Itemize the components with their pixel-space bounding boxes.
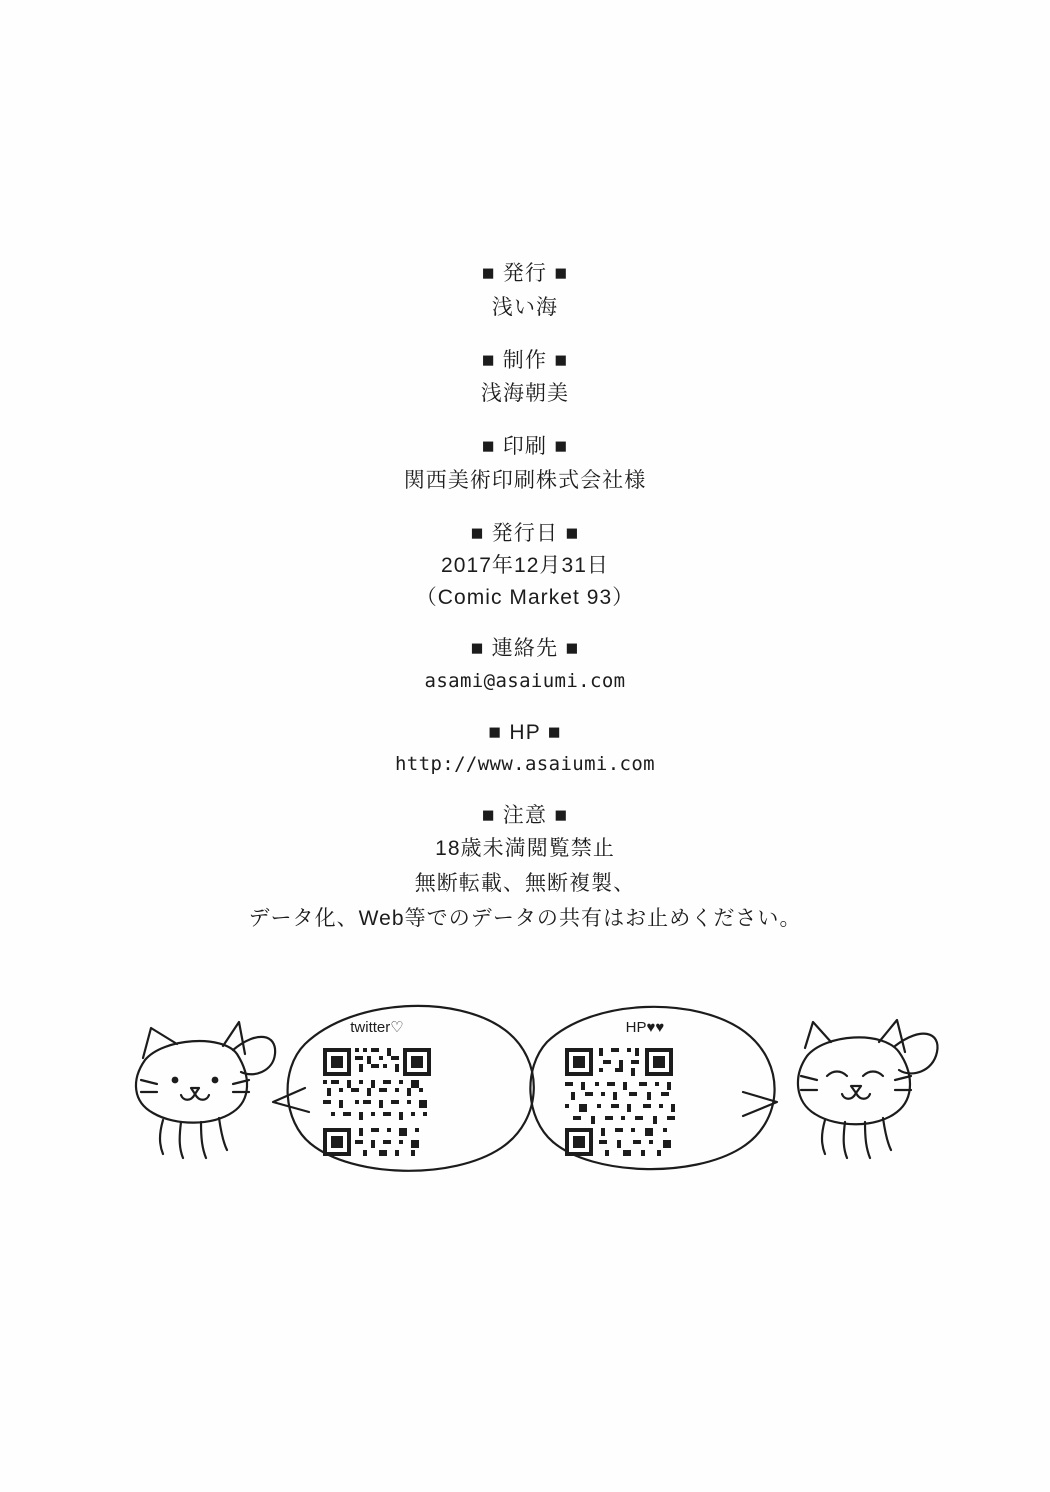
section-printing	[0, 431, 1050, 498]
notice-line-1: 18歳未満閲覧禁止	[435, 837, 615, 861]
hp-bubble-label: HP♥♥	[625, 1019, 665, 1036]
section-notice	[0, 800, 1050, 936]
section-value: 2017年12月31日	[441, 554, 609, 578]
section-publication-date	[0, 518, 1050, 614]
doodle-cat-right-icon	[798, 1020, 938, 1158]
notice-line-3: データ化、Web等でのデータの共有はお止めください。	[248, 906, 802, 930]
bottom-illustration	[0, 980, 1050, 1210]
section-heading: ■ 制作 ■	[481, 348, 569, 372]
section-homepage	[0, 717, 1050, 780]
section-value-secondary: （Comic Market 93）	[415, 585, 635, 609]
twitter-qr-code	[323, 1048, 431, 1156]
section-contact	[0, 633, 1050, 696]
section-value: 浅海朝美	[480, 382, 570, 406]
section-heading: ■ 発行日 ■	[470, 521, 580, 545]
hp-bubble	[530, 1007, 777, 1169]
notice-line-2: 無断転載、無断複製、	[414, 872, 636, 896]
section-heading: ■ 印刷 ■	[481, 435, 569, 459]
section-heading: ■ HP ■	[488, 720, 562, 744]
hp-qr-code	[565, 1048, 675, 1156]
contact-email: asami@asaiumi.com	[424, 669, 626, 692]
section-heading: ■ 注意 ■	[481, 803, 569, 827]
section-production	[0, 345, 1050, 412]
twitter-bubble-label: twitter♡	[350, 1019, 404, 1036]
section-publisher	[0, 258, 1050, 325]
doodle-cat-left-icon	[136, 1022, 275, 1158]
twitter-bubble	[273, 1006, 534, 1171]
homepage-url: http://www.asaiumi.com	[394, 753, 656, 776]
section-heading: ■ 発行 ■	[481, 262, 569, 285]
section-value: 関西美術印刷株式会社様	[403, 468, 647, 492]
section-value: 浅い海	[491, 295, 559, 319]
colophon-block	[0, 258, 1050, 956]
section-heading: ■ 連絡先 ■	[470, 637, 580, 661]
